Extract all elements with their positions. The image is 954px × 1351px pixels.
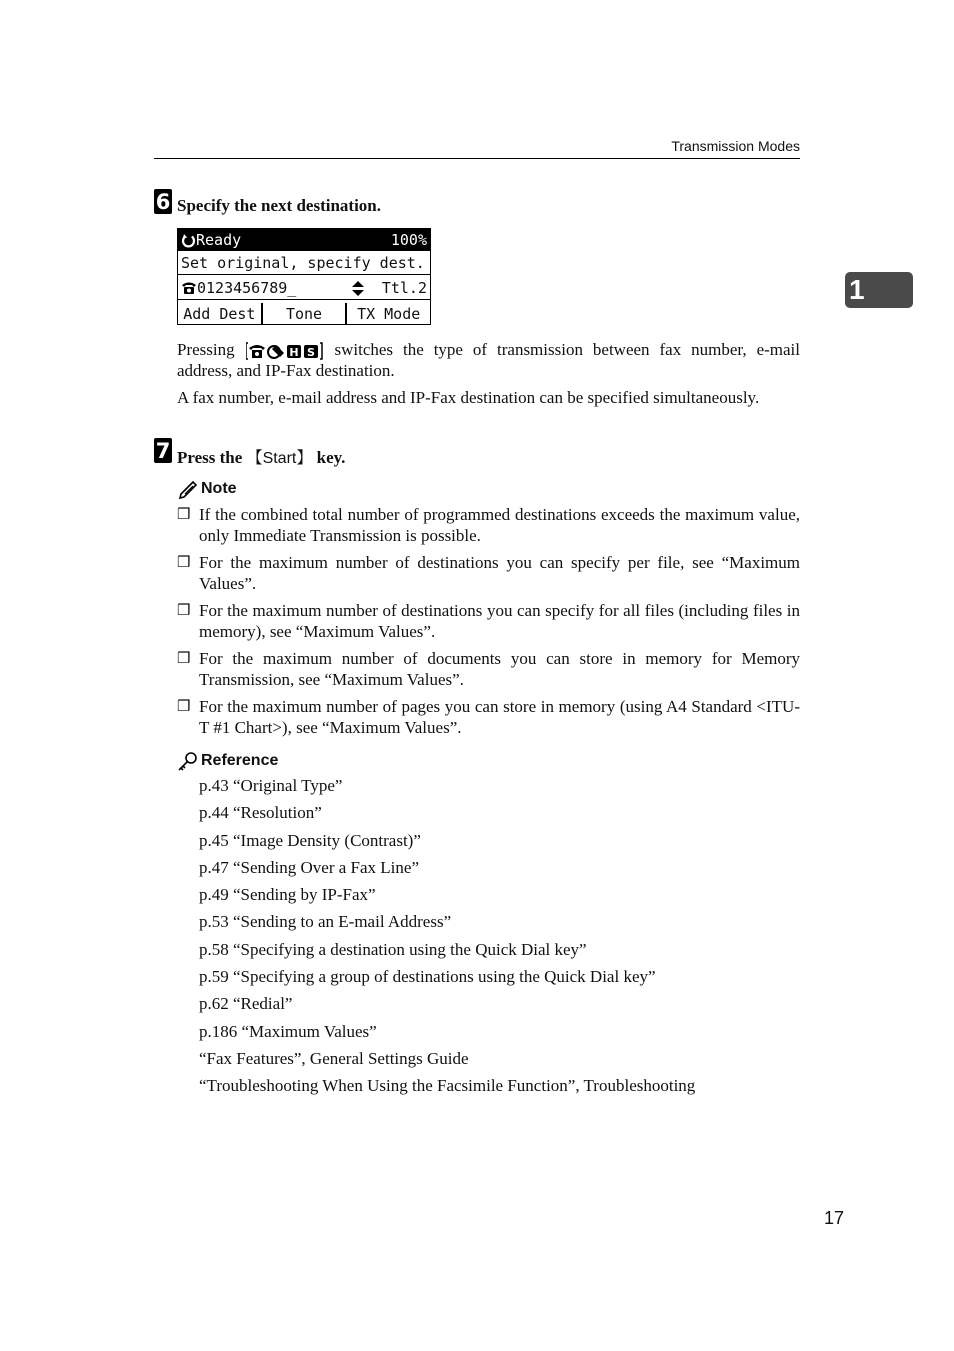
power-icon <box>181 233 196 248</box>
reference-link[interactable]: p.47 “Sending Over a Fax Line” <box>199 858 419 877</box>
note-item-text: If the combined total number of programmed destinations exceeds the maximum value, only Immediate Transmission is possible. <box>199 505 800 545</box>
lcd-message: Set original, specify dest. <box>181 254 425 272</box>
reference-link[interactable]: p.53 “Sending to an E-mail Address” <box>199 912 452 931</box>
page-number: 17 <box>824 1208 845 1228</box>
lcd-message-row <box>178 252 430 275</box>
reference-link[interactable]: “Fax Features”, General Settings Guide <box>199 1049 469 1068</box>
checkbox-bullet-icon: ❒ <box>177 507 191 523</box>
note-heading <box>177 479 237 499</box>
reference-link[interactable]: p.62 “Redial” <box>199 994 293 1013</box>
reference-link[interactable]: p.59 “Specifying a group of destinations using the Quick Dial key” <box>199 967 656 986</box>
note-item <box>177 504 800 546</box>
running-header: Transmission Modes <box>671 138 800 154</box>
lcd-number: 0123456789_ <box>197 279 297 297</box>
paragraph-pressing-key <box>177 339 800 381</box>
step-7-text-start: Press the <box>177 448 247 467</box>
checkbox-bullet-icon: ❒ <box>177 555 191 571</box>
reference-key-icon <box>177 751 199 771</box>
step-6-title: Specify the next destination. <box>177 196 381 215</box>
note-item-text: For the maximum number of destinations you can specify per file, see “Maximum Values”. <box>199 553 800 593</box>
lcd-panel <box>177 228 431 325</box>
step-number-7: 7 <box>155 438 171 463</box>
ip-fax-icon <box>287 345 318 359</box>
up-down-arrow-icon <box>352 281 364 296</box>
destination-type-key <box>246 342 324 360</box>
phone-icon <box>181 281 197 295</box>
reference-heading-label: Reference <box>201 752 279 769</box>
email-icon <box>268 345 284 358</box>
reference-link[interactable]: p.186 “Maximum Values” <box>199 1022 377 1041</box>
reference-link[interactable]: p.58 “Specifying a destination using the Quick Dial key” <box>199 940 587 959</box>
note-item <box>177 552 800 594</box>
chapter-tab <box>845 272 913 308</box>
svg-text:H: H <box>288 346 299 360</box>
header-rule <box>154 158 800 159</box>
start-key-label: 【Start】 <box>246 450 313 467</box>
lcd-status: Ready <box>196 231 242 249</box>
reference-heading <box>177 751 278 771</box>
para1-text-end: switches the type of transmission between fax number, e-mail address, and IP-Fax destination. <box>177 340 800 381</box>
lcd-status-row <box>178 229 430 251</box>
step-7-title <box>177 445 345 468</box>
note-item-text: For the maximum number of pages you can store in memory (using A4 Standard <ITU-T #1 Chart>), see “Maximum Values”. <box>199 697 800 737</box>
svg-text:S: S <box>306 346 315 360</box>
note-item <box>177 600 800 642</box>
lcd-percent: 100% <box>390 231 427 249</box>
reference-link[interactable]: p.49 “Sending by IP-Fax” <box>199 885 376 904</box>
lcd-number-row <box>178 277 430 300</box>
note-heading-label: Note <box>201 480 237 497</box>
step-number-6: 6 <box>155 189 171 214</box>
lcd-total: Ttl.2 <box>381 279 427 297</box>
lcd-softkey-row <box>178 303 430 325</box>
step-7-text-end: key. <box>312 448 346 467</box>
reference-link[interactable]: “Troubleshooting When Using the Facsimile Function”, Troubleshooting <box>199 1076 696 1095</box>
reference-link[interactable]: p.43 “Original Type” <box>199 776 343 795</box>
phone-icon <box>249 345 265 358</box>
note-item-text: For the maximum number of destinations you can specify for all files (including files in memory), see “Maximum Values”. <box>199 601 800 641</box>
tx-mode-button[interactable]: TX Mode <box>357 305 421 323</box>
para1-text-start: Pressing <box>177 340 245 359</box>
tone-button[interactable]: Tone <box>263 303 348 325</box>
reference-link[interactable]: p.45 “Image Density (Contrast)” <box>199 831 421 850</box>
checkbox-bullet-icon: ❒ <box>177 699 191 715</box>
checkbox-bullet-icon: ❒ <box>177 603 191 619</box>
checkbox-bullet-icon: ❒ <box>177 651 191 667</box>
chapter-number: 1 <box>849 274 865 305</box>
note-pencil-icon <box>177 479 199 499</box>
note-item <box>177 696 800 738</box>
note-item <box>177 648 800 690</box>
paragraph-simultaneous: A fax number, e-mail address and IP-Fax destination can be specified simultaneously. <box>177 388 760 407</box>
reference-link[interactable]: p.44 “Resolution” <box>199 803 322 822</box>
add-dest-button[interactable]: Add Dest <box>178 303 263 325</box>
note-item-text: For the maximum number of documents you can store in memory for Memory Transmission, see “Maximum Values”. <box>199 649 800 689</box>
